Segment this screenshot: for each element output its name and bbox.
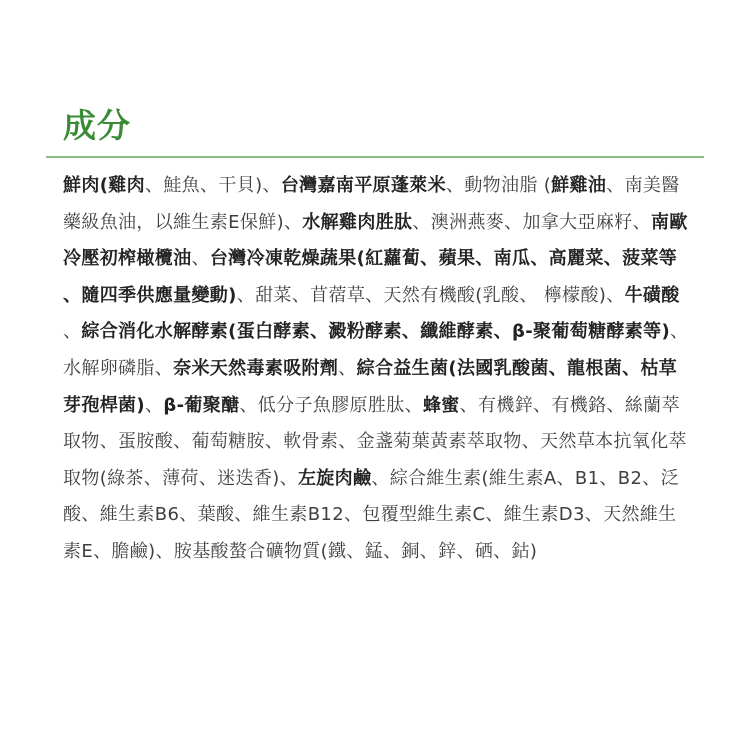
ingredient-segment: 綜合益生菌(法國乳酸菌、龍根菌、枯草芽孢桿菌) xyxy=(63,357,678,416)
ingredient-segment: 、水解卵磷脂、 xyxy=(63,321,689,379)
ingredient-segment: 南歐冷壓初榨橄欖油 xyxy=(63,211,688,270)
ingredient-segment: 、 xyxy=(338,357,357,379)
ingredient-segment: 、甜菜、苜蓿草、天然有機酸(乳酸、 檸檬酸)、 xyxy=(236,284,625,306)
ingredient-segment: β-葡聚醣 xyxy=(163,394,240,416)
ingredient-segment: 水解雞肉胜肽 xyxy=(302,211,413,233)
ingredient-segment: 台灣冷凍乾燥蔬果(紅蘿蔔、蘋果、南瓜、高麗菜、菠菜等、隨四季供應量變動) xyxy=(63,248,678,306)
ingredient-segment: 、 xyxy=(144,394,164,416)
section-title: 成分 xyxy=(63,106,131,145)
title-divider xyxy=(46,156,704,158)
ingredient-segment: 、南美醫藥級魚油，以維生素E保鮮)、 xyxy=(63,175,680,233)
ingredient-segment: 鮮肉(雞肉 xyxy=(63,175,145,196)
ingredient-segment: 綜合消化水解酵素(蛋白酵素、澱粉酵素、纖維酵素、β-聚葡萄糖酵素等) xyxy=(81,321,671,343)
ingredient-segment: 鮮雞油 xyxy=(551,175,607,196)
ingredient-segment: 台灣嘉南平原蓬萊米 xyxy=(280,175,446,196)
ingredient-segment: 、有機鋅、有機鉻、絲蘭萃取物、蛋胺酸、葡萄糖胺、軟骨素、金盞菊葉黃素萃取物、天然草本抗氧化萃取物(綠茶、薄荷、迷迭香)、 xyxy=(63,394,687,489)
ingredient-segment: 、綜合維生素(維生素A、B1、B2、泛酸、維生素B6、葉酸、維生素B12、包覆型維生素C、維生素D3、天然維生素E、膽鹼)、胺基酸螯合礦物質(鐵、錳、銅、鋅、硒、鈷) xyxy=(63,467,679,562)
ingredient-segment: 、鮭魚、干貝)、 xyxy=(144,175,281,196)
ingredient-segment: 、動物油脂 ( xyxy=(445,175,552,196)
ingredient-segment: 蜂蜜 xyxy=(422,394,460,416)
ingredient-segment: 牛磺酸 xyxy=(624,284,680,306)
ingredient-segment: 、 xyxy=(191,248,210,270)
ingredient-segment: 、低分子魚膠原胜肽、 xyxy=(239,394,423,416)
ingredient-segment: 、澳洲燕麥、加拿大亞麻籽、 xyxy=(412,211,651,233)
ingredient-segment: 奈米天然毒素吸附劑 xyxy=(173,357,339,379)
ingredients-paragraph xyxy=(63,168,691,571)
ingredient-segment: 左旋肉鹼 xyxy=(297,467,372,489)
ingredient-segment: 、 xyxy=(63,321,82,343)
